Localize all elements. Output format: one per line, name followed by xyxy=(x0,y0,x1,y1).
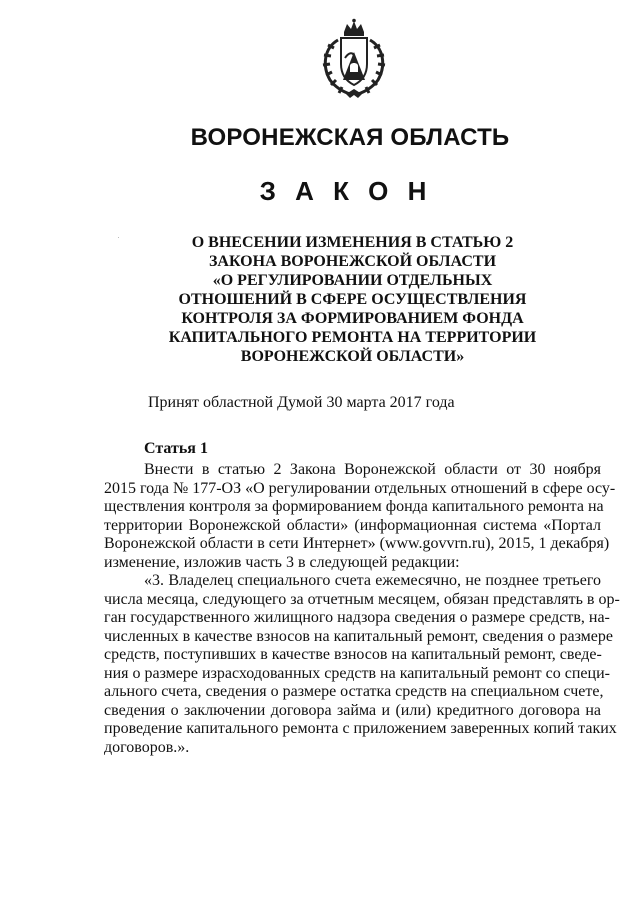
law-title-line: КОНТРОЛЯ ЗА ФОРМИРОВАНИЕМ ФОНДА xyxy=(181,310,524,327)
document-type-heading: З А К О Н xyxy=(259,176,433,206)
law-title-line: «О РЕГУЛИРОВАНИИ ОТДЕЛЬНЫХ xyxy=(212,272,493,289)
article-line: числа месяца, следующего за отчетным месяцем, обязан представлять в ор- xyxy=(104,590,620,608)
coat-of-arms-emblem xyxy=(318,18,390,100)
article-line: изменение, изложив часть 3 в следующей редакции: xyxy=(104,553,460,571)
article-line: проведение капитального ремонта с приложением заверенных копий таких xyxy=(104,720,617,737)
article-line: территории Воронежской области» (информационная система «Портал xyxy=(104,516,601,534)
article-line: ган государственного жилищного надзора сведения о размере средств, на- xyxy=(104,609,610,626)
law-title xyxy=(150,233,555,366)
law-title-line: ОТНОШЕНИЙ В СФЕРЕ ОСУЩЕСТВЛЕНИЯ xyxy=(178,291,527,308)
article-body xyxy=(104,461,620,757)
law-title-line: КАПИТАЛЬНОГО РЕМОНТА НА ТЕРРИТОРИИ xyxy=(168,329,537,346)
article-heading: Статья 1 xyxy=(144,440,208,457)
article-line: 2015 года № 177-ОЗ «О регулировании отдельных отношений в сфере осу- xyxy=(104,479,616,497)
law-title-line: ЗАКОНА ВОРОНЕЖСКОЙ ОБЛАСТИ xyxy=(208,253,497,270)
article-line: «3. Владелец специального счета ежемесячно, не позднее третьего xyxy=(144,572,601,589)
article-line: ществления контроля за формированием фонда капитального ремонта на xyxy=(104,498,604,515)
article-line: численных в качестве взносов на капитальный ремонт, сведения о размере xyxy=(104,627,613,645)
region-heading: ВОРОНЕЖСКАЯ ОБЛАСТЬ xyxy=(190,124,510,151)
article-line: средств, поступивших в качестве взносов на капитальный ремонт, сведе- xyxy=(104,646,602,663)
article-line: договоров.». xyxy=(104,738,190,756)
adoption-note: Принят областной Думой 30 марта 2017 года xyxy=(148,394,455,411)
article-line: ния о размере израсходованных средств на капитальный ремонт со специ- xyxy=(104,664,610,682)
law-title-line: ВОРОНЕЖСКОЙ ОБЛАСТИ» xyxy=(240,348,465,365)
article-line: Воронежской области в сети Интернет» (www.govvrn.ru), 2015, 1 декабря) xyxy=(104,535,610,552)
article-line: Внести в статью 2 Закона Воронежской области от 30 ноября xyxy=(144,461,601,478)
scan-speck xyxy=(118,237,119,238)
article-line: ального счета, сведения о размере остатка средств на специальном счете, xyxy=(104,683,604,700)
law-title-line: О ВНЕСЕНИИ ИЗМЕНЕНИЯ В СТАТЬЮ 2 xyxy=(191,234,514,251)
article-line: сведения о заключении договора займа и (или) кредитного договора на xyxy=(104,701,601,719)
